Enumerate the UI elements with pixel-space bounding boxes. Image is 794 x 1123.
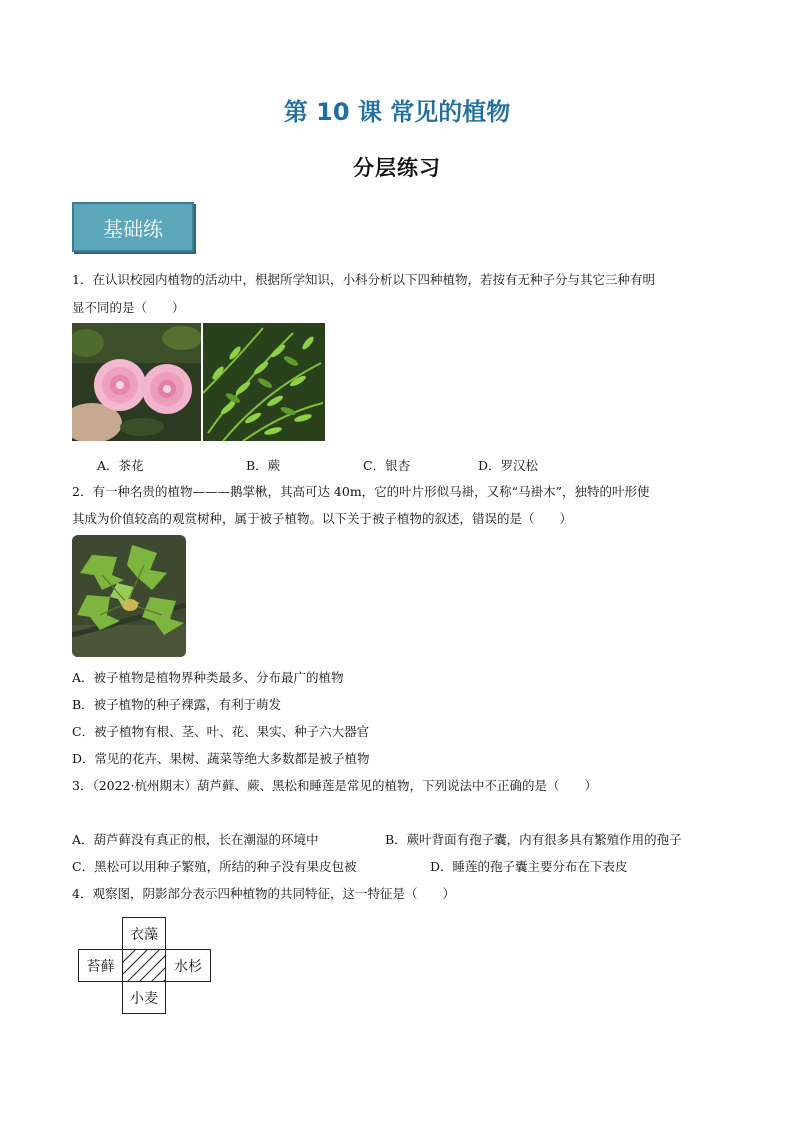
q2-option-c[interactable]: C．被子植物有根、茎、叶、花、果实、种子六大器官 — [72, 724, 370, 739]
q3-option-a[interactable]: A．葫芦藓没有真正的根，长在潮湿的环境中 — [72, 832, 319, 847]
q3-option-c[interactable]: C．黑松可以用种子繁殖，所结的种子没有果皮包被 — [72, 859, 357, 874]
q3-option-b[interactable]: B．蕨叶背面有孢子囊，内有很多具有繁殖作用的孢子 — [385, 832, 682, 847]
q2-stem-line2: 其成为价值较高的观赏树种，属于被子植物。以下关于被子植物的叙述，错误的是（ ） — [72, 511, 573, 526]
q1-option-d[interactable]: D．罗汉松 — [478, 458, 539, 473]
q3-option-d[interactable]: D．睡莲的孢子囊主要分布在下表皮 — [430, 859, 628, 874]
diagram-left-cell: 苔藓 — [78, 949, 123, 982]
page-title: 第 10 课 常见的植物 — [283, 98, 511, 126]
section-label: 基础练 — [72, 202, 194, 252]
page-subtitle: 分层练习 — [353, 156, 441, 180]
q2-option-a[interactable]: A．被子植物是植物界种类最多、分布最广的植物 — [72, 670, 344, 685]
camellia-photo — [72, 323, 201, 441]
diagram-shaded-center — [122, 949, 166, 982]
q1-option-b[interactable]: B．蕨 — [246, 458, 281, 473]
diagram-bottom-cell: 小麦 — [122, 981, 166, 1014]
q4-stem: 4．观察图，阴影部分表示四种植物的共同特征，这一特征是（ ） — [72, 886, 455, 901]
q1-stem-line2: 显不同的是（ ） — [72, 300, 185, 315]
q2-option-d[interactable]: D．常见的花卉、果树、蔬菜等绝大多数都是被子植物 — [72, 751, 370, 766]
q1-stem-line1: 1．在认识校园内植物的活动中，根据所学知识，小科分析以下四种植物，若按有无种子分与其它三种有明 — [72, 272, 655, 287]
tulip-tree-photo — [72, 535, 186, 657]
q2-stem-line1: 2．有一种名贵的植物———鹅掌楸，其高可达 40m，它的叶片形似马褂，又称“马褂木”，独特的叶形使 — [72, 484, 650, 499]
diagram-top-cell: 衣藻 — [122, 917, 166, 950]
q1-option-c[interactable]: C．银杏 — [363, 458, 411, 473]
q3-stem: 3．（2022·杭州期末）葫芦藓、蕨、黑松和睡莲是常见的植物，下列说法中不正确的是（ ） — [72, 778, 597, 793]
q1-option-a[interactable]: A．茶花 — [97, 458, 144, 473]
diagram-right-cell: 水杉 — [165, 949, 211, 982]
q2-option-b[interactable]: B．被子植物的种子裸露，有利于萌发 — [72, 697, 282, 712]
fern-photo — [203, 323, 325, 441]
